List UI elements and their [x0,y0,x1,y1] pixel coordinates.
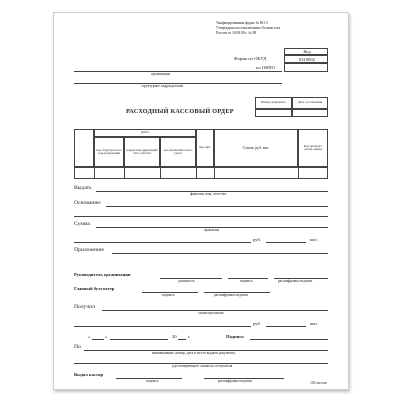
sum-label: Сумма [74,221,90,227]
by-document-label: По [74,344,81,350]
okpo-label: по ОКПО [256,65,275,70]
code-header-cell [284,48,328,55]
col-analytic-code-label: код аналитичес-кого учета [163,147,193,155]
cashier-signature-caption: подпись [146,379,159,383]
col-sum-label: Сумма, руб. коп. [242,146,270,150]
okud-value: 0310002 [298,56,316,62]
sheet-count-footer: 100 листов [310,381,327,385]
basis-line-2[interactable] [74,216,328,217]
date-quote-open: « [88,334,91,339]
col-credit-label: Кре-дит [199,145,211,150]
doc-number-cell[interactable] [255,109,292,117]
cashier-label: Выдал кассир [74,372,104,377]
attachment-line[interactable] [112,253,328,254]
date-year-line[interactable] [178,339,186,340]
form-header-line2: Утверждена постановлением Госкомстата [216,26,281,30]
col-corresponding-account-label: корреспон-дирующий счет, субсчет [126,147,158,155]
form-header-line3: России от 18.08.98 г. № 88 [216,31,257,35]
head-position-caption: должность [178,279,195,283]
col-purpose-code [298,129,328,167]
date-g-label: г. [188,334,191,339]
date-quote-close: » [105,334,108,339]
okud-label: Форма по ОКУД [234,56,267,61]
col-corresponding-account [124,137,160,167]
chief-signature-caption: подпись [162,293,175,297]
okud-cell [284,55,328,63]
sum-in-words-caption: прописью [204,228,220,232]
received-kop-label: коп. [310,321,318,326]
row-divider [160,167,161,179]
rub-label: руб. [253,237,261,242]
table-blank-column [74,129,94,167]
head-decipher-caption: расшифровка подписи [278,279,313,283]
row-divider [124,167,125,179]
department-caption: структурное подразделение [141,84,184,88]
received-line-2[interactable] [74,326,251,327]
col-analytic-code [160,137,196,167]
received-caption: сумма прописью [198,311,224,315]
row-divider [214,167,215,179]
doc-number-header [255,97,292,109]
table-data-row[interactable] [74,167,328,179]
id-document-caption-2: удостоверяющего личность получателя [172,364,233,368]
attachment-label: Приложение [74,247,105,253]
signature-label: Подпись [226,334,244,339]
issue-label: Выдать [74,185,92,191]
col-structural-unit-label: код структур-ного под-разделения [96,147,122,155]
debet-header [94,129,196,137]
row-divider [196,167,197,179]
kop-line[interactable] [266,242,306,243]
row-divider [298,167,299,179]
sum-line-2[interactable] [74,242,251,243]
col-credit [196,129,214,167]
cashier-decipher-caption: расшифровка подписи [218,379,253,383]
form-header-line1: Унифицированная форма № КО-2 [216,21,268,25]
date-day-line[interactable] [92,339,104,340]
organization-caption: организация [151,72,171,76]
col-purpose-code-label: Код целевого назна-чения [303,143,323,151]
doc-date-cell[interactable] [292,109,328,117]
received-rub-label: руб. [253,321,261,326]
basis-label: Основание: [74,200,102,206]
fio-caption: фамилия, имя, отчество [190,192,227,196]
receiver-signature-line[interactable] [250,339,328,340]
doc-date-header [292,97,328,109]
code-header-label: Код [303,49,311,54]
col-structural-unit [94,137,124,167]
id-document-caption: наименование, номер, дата и место выдачи документа, [152,351,236,355]
received-kop-line[interactable] [266,326,306,327]
head-label: Руководитель организации [74,272,131,277]
document-title: РАСХОДНЫЙ КАССОВЫЙ ОРДЕР [126,108,234,115]
col-sum [214,129,298,167]
kop-label: коп. [310,237,318,242]
organization-line[interactable] [74,71,282,72]
chief-decipher-caption: расшифровка подписи [214,293,249,297]
received-label: Получил [74,304,95,310]
doc-date-label: Дата составления [297,100,323,105]
head-signature-caption: подпись [240,279,253,283]
chief-accountant-label: Главный бухгалтер [74,286,115,291]
debet-label: Дебет [140,130,150,135]
doc-number-label: Номер документа [261,100,286,105]
cash-order-form [53,12,349,390]
date-year-prefix: 20 [172,334,177,339]
row-divider [94,167,95,179]
basis-line[interactable] [106,206,328,207]
okpo-cell[interactable] [284,63,328,72]
date-month-line[interactable] [110,339,168,340]
